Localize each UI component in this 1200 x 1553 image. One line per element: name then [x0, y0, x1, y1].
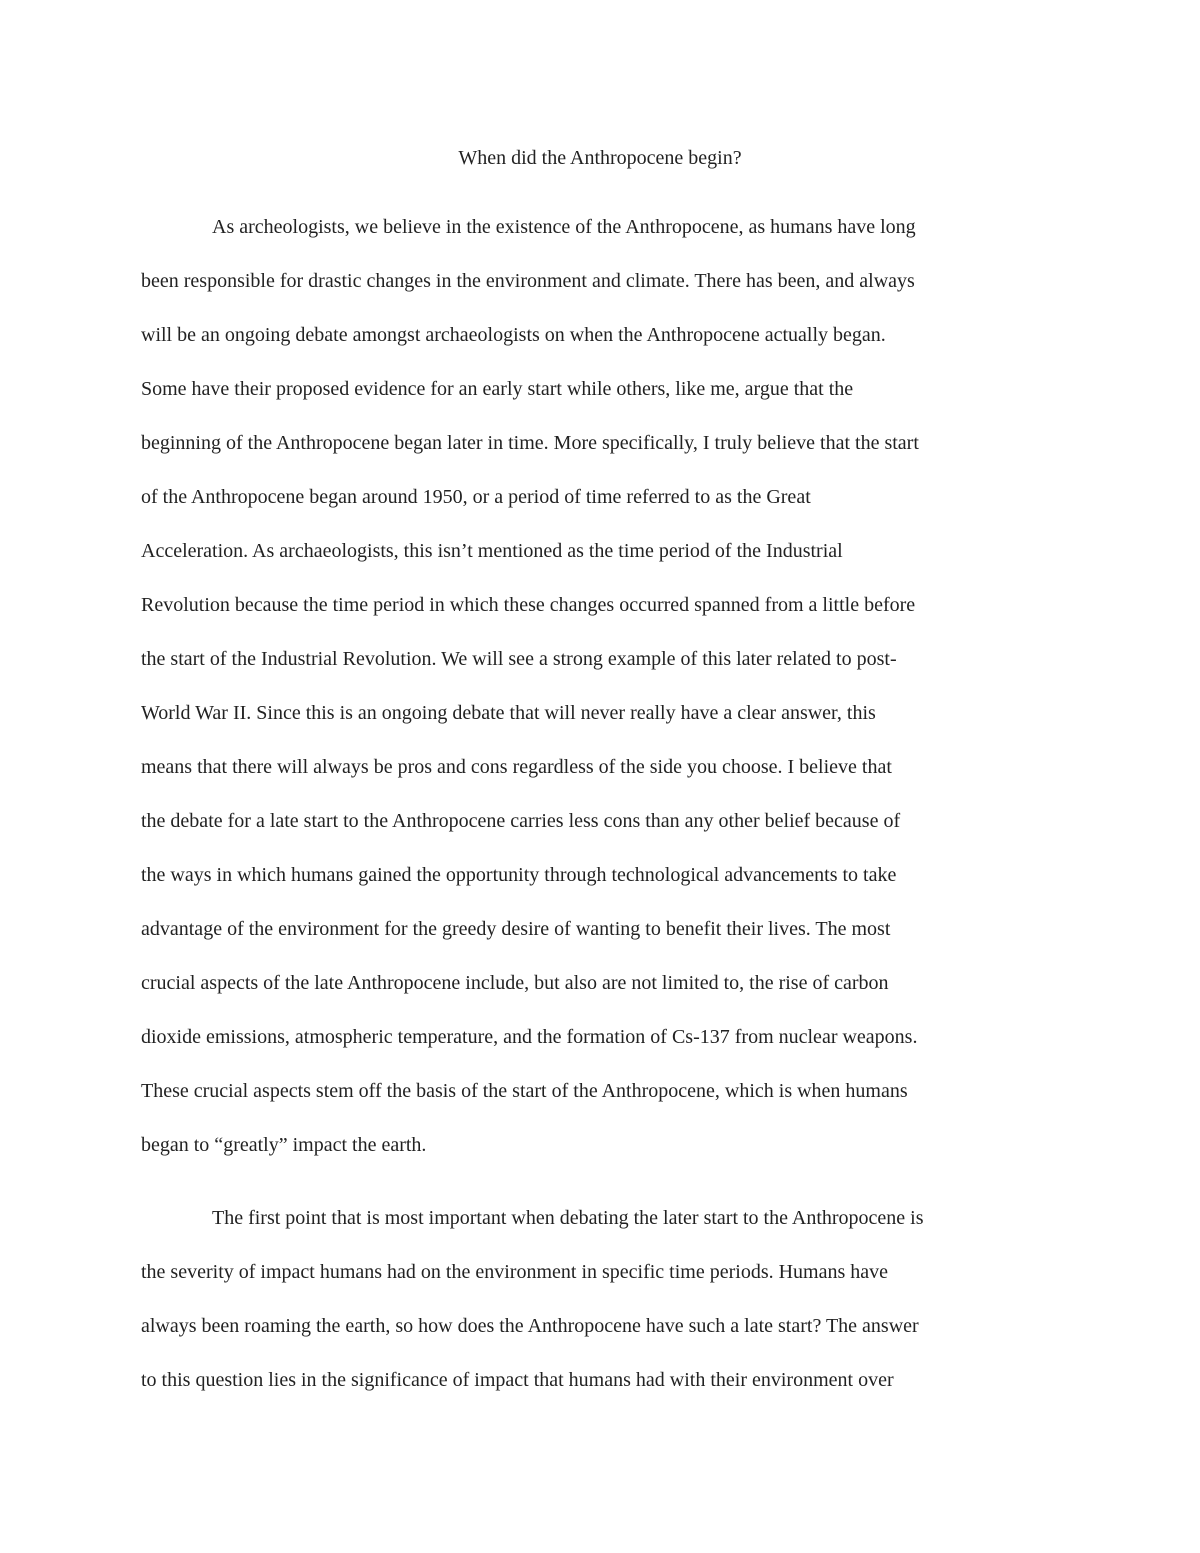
paragraph-line: been responsible for drastic changes in the environment and climate. There has been, and always [141, 270, 915, 292]
paragraph-line: the debate for a late start to the Anthropocene carries less cons than any other belief because of [141, 810, 901, 832]
paragraph-line: crucial aspects of the late Anthropocene include, but also are not limited to, the rise of carbon [141, 972, 889, 994]
paragraph-line: began to “greatly” impact the earth. [141, 1134, 427, 1156]
paragraph-line: Revolution because the time period in which these changes occurred spanned from a little before [141, 594, 916, 616]
paragraph-line: The first point that is most important when debating the later start to the Anthropocene is [212, 1207, 924, 1229]
paragraph-2 [141, 1203, 1061, 1419]
paragraph-line: the severity of impact humans had on the environment in specific time periods. Humans have [141, 1261, 889, 1283]
paragraph-line: always been roaming the earth, so how does the Anthropocene have such a late start? The answer [141, 1315, 919, 1337]
paragraph-line: of the Anthropocene began around 1950, or a period of time referred to as the Great [141, 486, 811, 508]
paragraph-line: World War II. Since this is an ongoing debate that will never really have a clear answer, this [141, 702, 876, 724]
paragraph-line: means that there will always be pros and cons regardless of the side you choose. I believe that [141, 756, 892, 778]
paragraph-line: These crucial aspects stem off the basis of the start of the Anthropocene, which is when humans [141, 1080, 908, 1102]
paragraph-line: the start of the Industrial Revolution. We will see a strong example of this later related to post- [141, 648, 897, 670]
paragraph-line: As archeologists, we believe in the existence of the Anthropocene, as humans have long [212, 216, 916, 238]
document-title: When did the Anthropocene begin? [458, 147, 742, 169]
paragraph-line: to this question lies in the significance of impact that humans had with their environment over [141, 1369, 894, 1391]
paragraph-line: will be an ongoing debate amongst archaeologists on when the Anthropocene actually began. [141, 324, 886, 346]
paragraph-line: the ways in which humans gained the opportunity through technological advancements to take [141, 864, 897, 886]
paragraph-line: advantage of the environment for the greedy desire of wanting to benefit their lives. The most [141, 918, 891, 940]
paragraph-line: dioxide emissions, atmospheric temperature, and the formation of Cs-137 from nuclear weapons. [141, 1026, 918, 1048]
paragraph-line: Some have their proposed evidence for an early start while others, like me, argue that the [141, 378, 854, 400]
paragraph-line: Acceleration. As archaeologists, this isn’t mentioned as the time period of the Industrial [141, 540, 843, 562]
paragraph-1 [141, 212, 1061, 1184]
paragraph-line: beginning of the Anthropocene began later in time. More specifically, I truly believe that the start [141, 432, 919, 454]
